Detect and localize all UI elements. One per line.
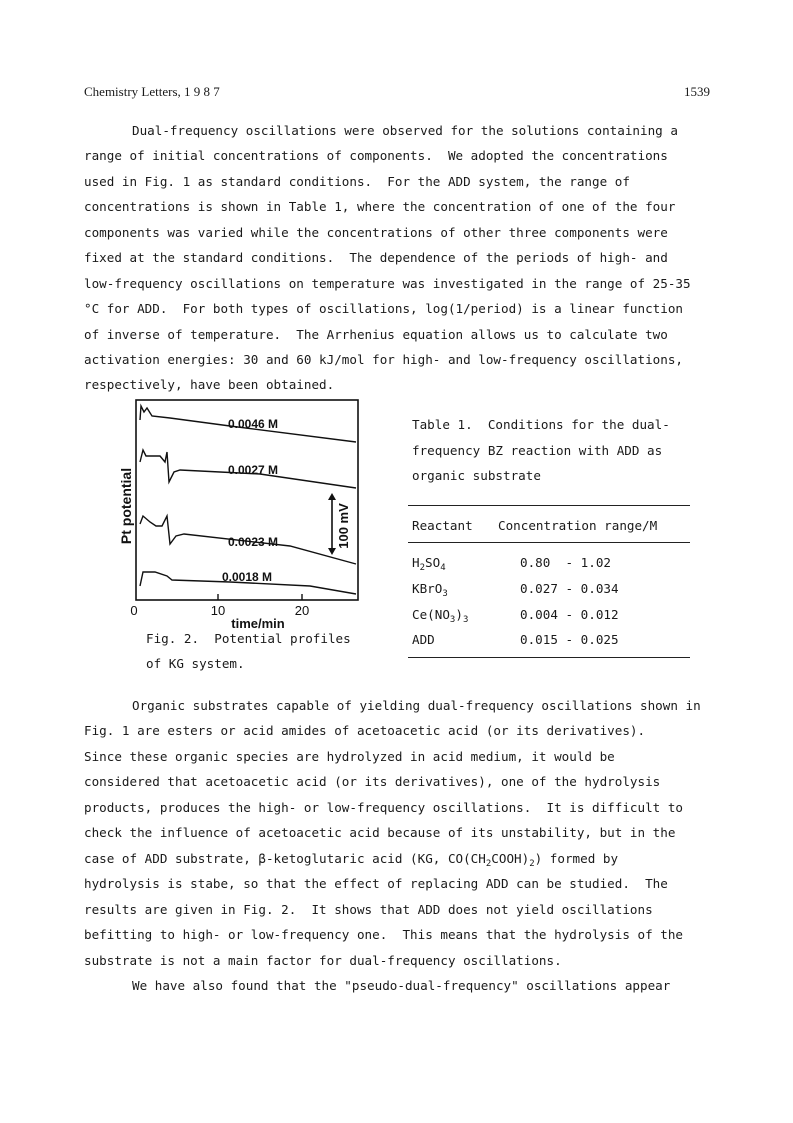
text-line: °C for ADD. For both types of oscillations, log(1/period) is a linear function [84,301,683,316]
text-line: respectively, have been obtained. [84,377,335,392]
table-rule [408,505,690,506]
text-line: results are given in Fig. 2. It shows that ADD does not yield oscillations [84,902,653,917]
table-cell-range: 0.015 - 0.025 [520,632,619,647]
text-line: range of initial concentrations of components. We adopted the concentrations [84,148,668,163]
column-header: Reactant [412,518,473,533]
scale-bar-label: 100 mV [336,503,351,549]
text-line: fixed at the standard conditions. The dependence of the periods of high- and [84,250,668,265]
table-title: frequency BZ reaction with ADD as [412,443,663,458]
page-number: 1539 [684,84,710,99]
y-axis-label: Pt potential [118,467,134,545]
trace-label: 0.0018 M [222,570,273,584]
table-title: Table 1. Conditions for the dual- [412,417,670,432]
table-cell-range: 0.027 - 0.034 [520,581,619,596]
text-line: of inverse of temperature. The Arrhenius equation allows us to calculate two [84,327,668,342]
table-cell-reactant: KBrO$_3$ [412,581,448,599]
table-title: organic substrate [412,468,541,483]
text-line: befitting to high- or low-frequency one. This means that the hydrolysis of the [84,927,683,942]
figure-caption: Fig. 2. Potential profiles [146,631,351,646]
text-line: Dual-frequency oscillations were observed for the solutions containing a [132,123,678,138]
table-cell-range: 0.004 - 0.012 [520,607,619,622]
x-tick-label: 0 [130,603,138,618]
text-line: low-frequency oscillations on temperature was investigated in the range of 25-35 [84,276,691,291]
text-line: check the influence of acetoacetic acid because of its unstability, but in the [84,825,676,840]
table-cell-reactant: ADD [412,632,435,647]
trace-label: 0.0027 M [228,463,279,477]
table-rule [408,542,690,543]
text-line: We have also found that the "pseudo-dual-frequency" oscillations appear [132,978,671,993]
potential-profile-figure [110,396,370,636]
text-line: case of ADD substrate, β-ketoglutaric acid (KG, $CO(CH_2COOH)_2$) formed by [84,851,619,869]
figure-caption: of KG system. [146,656,245,671]
text-line: used in Fig. 1 as standard conditions. For the ADD system, the range of [84,174,630,189]
text-line: substrate is not a main factor for dual-frequency oscillations. [84,953,562,968]
trace-label: 0.0046 M [228,417,279,431]
table-rule [408,657,690,658]
text-line: activation energies: 30 and 60 kJ/mol for high- and low-frequency oscillations, [84,352,683,367]
text-line: considered that acetoacetic acid (or its derivatives), one of the hydrolysis [84,774,661,789]
text-line: hydrolysis is stabe, so that the effect of replacing ADD can be studied. The [84,876,668,891]
table-cell-reactant: $H_2SO_4$ [412,555,446,573]
column-header: Concentration range/M [498,518,658,533]
text-line: Organic substrates capable of yielding dual-frequency oscillations shown in [132,698,701,713]
table-cell-reactant: $Ce(NO_3)_3$ [412,607,469,625]
text-line: Fig. 1 are esters or acid amides of acetoacetic acid (or its derivatives). [84,723,646,738]
trace-label: 0.0023 M [228,535,279,549]
text-line: products, produces the high- or low-frequency oscillations. It is difficult to [84,800,683,815]
x-tick-label: 10 [210,603,226,618]
text-line: components was varied while the concentrations of other three components were [84,225,668,240]
journal-header: Chemistry Letters, 1 9 8 7 [84,84,220,99]
table-cell-range: 0.80 - 1.02 [520,555,611,570]
text-line: Since these organic species are hydrolyzed in acid medium, it would be [84,749,615,764]
x-axis-label: time/min [231,616,285,631]
text-line: concentrations is shown in Table 1, where the concentration of one of the four [84,199,676,214]
x-tick-label: 20 [294,603,310,618]
